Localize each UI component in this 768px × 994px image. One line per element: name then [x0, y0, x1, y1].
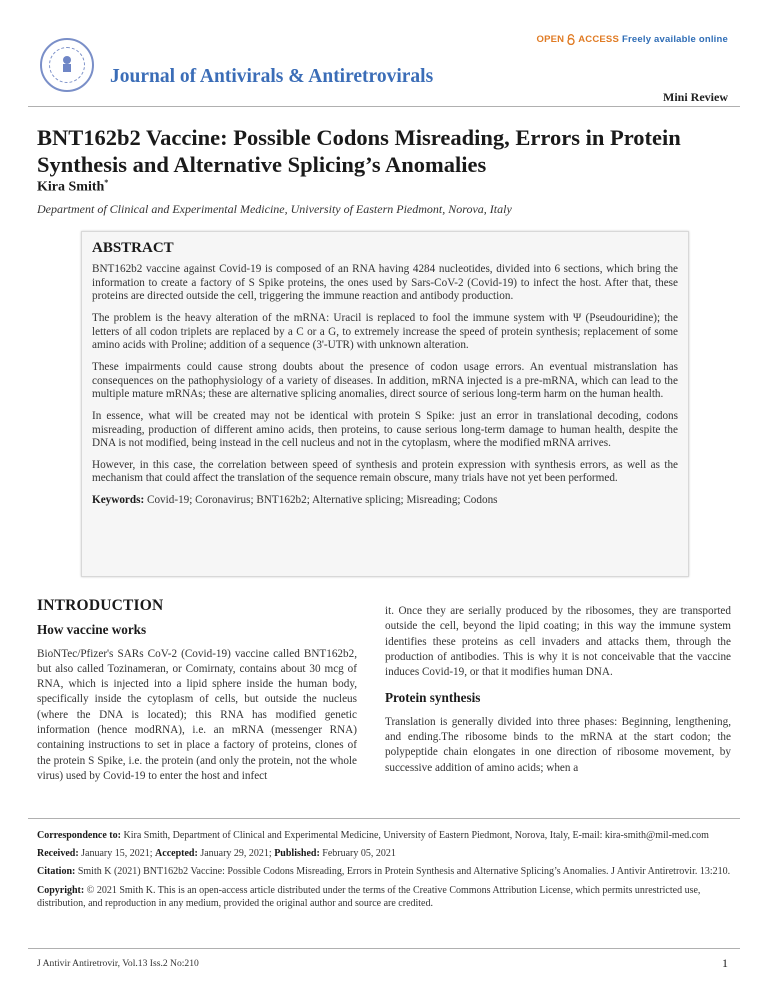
page-footer-divider — [28, 948, 740, 949]
abstract-paragraph: In essence, what will be created may not be identical with protein S Spike: just an error in translational decoding, codons misreading, production of different amino acids, then proteins, to cause serious long-term damage to human health, despite the DNA is not modified, being instead in the cell nucleus and not in the cytoplasm, where the modified mRNA arrives. — [92, 409, 678, 450]
correspondence-line — [37, 829, 731, 842]
footer-divider — [28, 818, 740, 819]
subheading-how-vaccine-works: How vaccine works — [37, 622, 147, 638]
correspondence-text[interactable]: Kira Smith, Department of Clinical and Experimental Medicine, University of Eastern Piedmont, Norova, Italy, E-mail: kira-smith@mil-med.com — [123, 830, 709, 841]
published-label: Published: — [274, 848, 320, 860]
accepted-label: Accepted: — [155, 848, 198, 860]
journal-name[interactable]: Journal of Antivirals & Antiretrovirals — [110, 66, 434, 87]
correspondence-label: Correspondence to: — [37, 830, 121, 841]
abstract-box — [81, 231, 689, 577]
abstract-paragraph: These impairments could cause strong doubts about the presence of codon usage errors. An eventual mistranslation has consequences on the pathophysiology of a variety of diseases. In addition, mRNA injected is a pre-mRNA, which can lead to the multiple mature mRNAs; these are alternative splicing anomalies, direct source of serious long-term harm on the human health. — [92, 360, 678, 401]
body-column-right — [385, 604, 731, 786]
copyright-text: © 2021 Smith K. This is an open-access article distributed under the terms of the Creative Commons Attribution License, which permits unrestricted use, distribution, and reproduction in any medium, provided the original author and source are credited. — [37, 884, 701, 909]
citation-line — [37, 865, 731, 878]
abstract-paragraph: BNT162b2 vaccine against Covid-19 is composed of an RNA having 4284 nucleotides, divided into 6 sections, which bring the information to create a factory of S Spike proteins, the ones used by Sars-CoV-2 (Covid-19) to infect the host. After that, these proteins are directed outside the cell, triggering the immune reaction and antibody production. — [92, 263, 678, 303]
body-column-left — [37, 598, 357, 794]
copyright-label: Copyright: — [37, 884, 85, 896]
author-name-text: Kira Smith — [37, 179, 105, 195]
body-paragraph: Translation is generally divided into three phases: Beginning, lengthening, and ending.The ribosome binds to the mRNA at the start codon; the polypeptide chain elongates in one direction of ribosome movement, by successive addition of amino acids; when a — [385, 715, 731, 774]
body-paragraph: BioNTec/Pfizer's SARs CoV-2 (Covid-19) vaccine called BNT162b2, but also called Tozinameran, or Comirnaty, contains about 30 mcg of RNA, which is injected into a lipid sphere inside the human body, specifically inside the cytoplasm of cells, but outside the nucleus (where the DNA is located); this RNA has modified genetic information (hence modRNA), i.e. an mRNA (messenger RNA) containing instructions to set in place a factory of proteins, clones of the protein S Spike, i.e. the protein (and only the protein, not the whole virus) used by Covid-19 to enter the host and infect — [37, 647, 357, 782]
dates-line — [37, 847, 731, 860]
keywords-list: Covid-19; Coronavirus; BNT162b2; Alternative splicing; Misreading; Codons — [147, 494, 498, 507]
free-label: Freely available online — [622, 34, 728, 45]
keywords-line — [92, 494, 678, 506]
article-metadata — [37, 829, 731, 915]
journal-seal-icon — [40, 38, 94, 92]
keywords-label: Keywords: — [92, 494, 145, 507]
abstract-paragraph: The problem is the heavy alteration of the mRNA: Uracil is replaced to fool the immune system with Ψ (Pseudouridine); the letters of all codon triplets are replaced by a C or a G, to extremely increase the speed of protein synthesis; replacement of some amino acids with Proline; addition of a sequence (3'-UTR) with unknown alteration. — [92, 311, 678, 352]
seal-figure-icon — [58, 54, 76, 74]
article-type: Mini Review — [663, 90, 728, 104]
open-lock-icon — [566, 34, 576, 45]
header-divider — [28, 106, 740, 107]
copyright-line — [37, 884, 731, 910]
article-title: BNT162b2 Vaccine: Possible Codons Misreading, Errors in Protein Synthesis and Alternative Splicing’s Anomalies — [37, 125, 681, 177]
author-affiliation: Department of Clinical and Experimental Medicine, University of Eastern Piedmont, Norova, Italy — [37, 202, 512, 216]
citation-text: Smith K (2021) BNT162b2 Vaccine: Possible Codons Misreading, Errors in Protein Synthesis and Alternative Splicing’s Anomalies. J Antivir Antiretrovir. 13:210. — [77, 866, 731, 878]
received-date: January 15, 2021; — [81, 848, 153, 860]
abstract-heading: ABSTRACT — [92, 240, 174, 256]
received-label: Received: — [37, 848, 79, 860]
author-mark: * — [104, 178, 109, 187]
author-name — [37, 178, 108, 196]
open-access-badge — [536, 34, 728, 45]
accepted-date: January 29, 2021; — [200, 848, 272, 860]
running-footer: J Antivir Antiretrovir, Vol.13 Iss.2 No:210 — [37, 958, 199, 969]
section-heading-introduction: INTRODUCTION — [37, 597, 164, 614]
subheading-protein-synthesis: Protein synthesis — [385, 690, 481, 706]
page-number: 1 — [722, 956, 728, 970]
body-paragraph: it. Once they are serially produced by the ribosomes, they are transported outside the cell, beyond the lipid coating; in this way the immune system identifies these proteins as cell invaders and attacks them, through the production of antibodies. This is why it is not conceivable that the vaccine induces Covid-19, or that it modifies human DNA. — [385, 605, 731, 679]
access-label: ACCESS — [578, 34, 620, 45]
citation-label: Citation: — [37, 866, 76, 878]
abstract-paragraph: However, in this case, the correlation between speed of synthesis and protein expression with synthesis errors, as well as the mechanism that could affect the translation of the sequence remain obscure, many trials have not yet been performed. — [92, 458, 678, 485]
published-date: February 05, 2021 — [322, 848, 396, 860]
open-label: OPEN — [536, 34, 565, 45]
